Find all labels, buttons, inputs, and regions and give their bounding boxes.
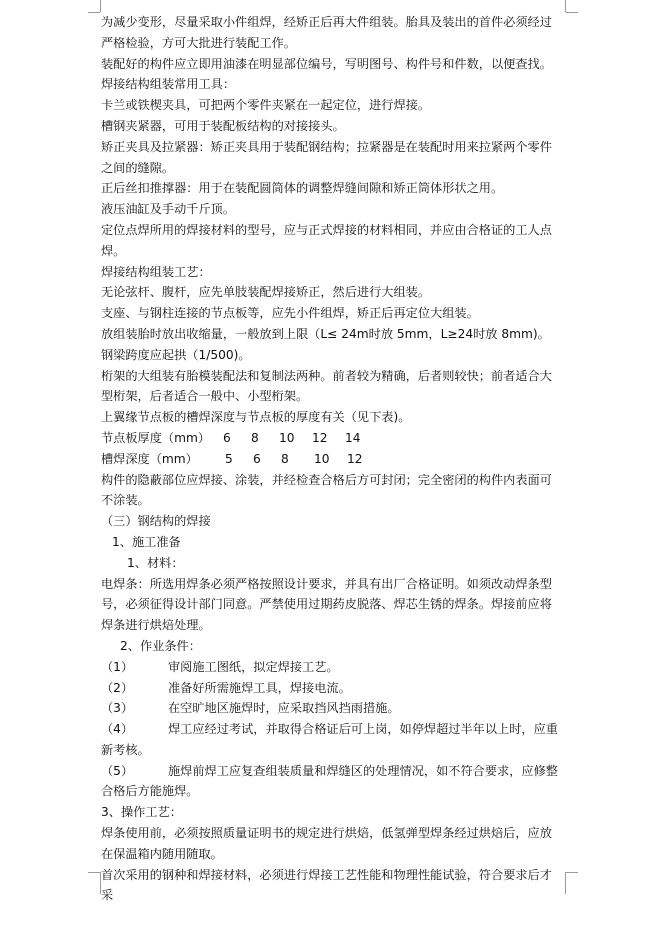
paragraph: 无论弦杆、腹杆，应先单肢装配焊接矫正，然后进行大组装。 [101, 285, 431, 300]
crop-mark-bottom-left-h [88, 872, 100, 873]
paragraph: 支座、与钢柱连接的节点板等，应先小件组焊，矫正后再定位大组装。 [101, 306, 479, 321]
list-item [101, 719, 561, 761]
paragraph: 上翼缘节点板的槽焊深度与节点板的厚度有关（见下表)。 [101, 410, 411, 425]
paragraph: 装配好的构件应立即用油漆在明显部位编号，写明图号、构件号和件数，以便查找。 [101, 56, 552, 71]
list-item [101, 657, 561, 678]
list-number: （5） [101, 763, 134, 778]
table-cell: 12 [312, 430, 328, 445]
list-text: 在空旷地区施焊时，应采取挡风挡雨措施。 [168, 701, 400, 716]
paragraph: 液压油缸及手动千斤顶。 [101, 202, 236, 217]
table-cell: 6 [223, 430, 231, 445]
table-cell: 6 [253, 451, 261, 466]
paragraph: 放组装胎时放出收缩量，一般放到上限（L≤ 24m时放 5mm，L≥24时放 8mm)。 [101, 326, 550, 341]
list-item [101, 678, 561, 699]
paragraph: 首次采用的钢种和焊接材料，必须进行焊接工艺性能和物理性能试验，符合要求后才采 [101, 867, 552, 903]
paragraph: 为减少变形，尽量采取小件组焊，经矫正后再大件组装。胎具及装出的首件必须经过严格检验，方可大批进行装配工作。 [101, 15, 552, 50]
table-cell: 8 [251, 430, 259, 445]
crop-mark-bottom-right-h [566, 872, 578, 873]
list-text: 审阅施工图纸，拟定焊接工艺。 [168, 659, 339, 674]
table-row-label: 节点板厚度（mm） [101, 430, 211, 445]
paragraph: 定位点焊所用的焊接材料的型号，应与正式焊接的材料相同，并应由合格证的工人点焊。 [101, 222, 552, 258]
paragraph: 焊接结构组装工艺： [101, 264, 211, 279]
list-item [101, 761, 561, 803]
table-row-slot-depth [101, 449, 561, 470]
crop-mark-bottom-right-v [565, 872, 566, 894]
paragraph: 卡兰或铁楔夹具，可把两个零件夹紧在一起定位，进行焊接。 [101, 98, 431, 113]
table-cell: 14 [345, 430, 361, 445]
crop-mark-top-right-h [566, 12, 578, 13]
paragraph: 槽钢夹紧器，可用于装配板结构的对接接头。 [101, 118, 345, 133]
section-heading: （三）钢结构的焊接 [101, 514, 211, 529]
crop-mark-top-left-h [88, 12, 100, 13]
subsection-heading: 3、操作工艺： [101, 805, 182, 820]
table-cell: 5 [225, 451, 233, 466]
list-text: 焊工应经过考试，并取得合格证后可上岗，如停焊超过半年以上时，应重新考核。 [101, 722, 558, 757]
paragraph: 构件的隐蔽部位应焊接、涂装，并经检查合格后方可封闭；完全密闭的构件内表面可不涂装。 [101, 472, 552, 508]
table-cell: 12 [347, 451, 363, 466]
list-number: （2） [101, 680, 134, 695]
paragraph: 正后丝扣推撑器：用于在装配圆筒体的调整焊缝间隙和矫正筒体形状之用。 [101, 181, 504, 196]
subsection-heading: 1、材料： [127, 555, 184, 570]
table-row-plate-thickness [101, 428, 561, 449]
list-text: 施焊前焊工应复查组装质量和焊缝区的处理情况，如不符合要求，应修整合格后方能施焊。 [101, 763, 558, 799]
subsection-heading: 2、作业条件： [120, 638, 201, 653]
crop-mark-top-left-v [100, 0, 101, 12]
crop-mark-top-right-v [565, 0, 566, 12]
paragraph: 电焊条：所选用焊条必须严格按照设计要求，并具有出厂合格证明。如须改动焊条型号，必须征得设计部门同意。严禁使用过期药皮脱落、焊芯生锈的焊条。焊接前应将焊条进行烘焙处理。 [101, 576, 552, 633]
list-item [101, 698, 561, 719]
list-number: （4） [101, 722, 134, 737]
paragraph: 焊条使用前，必须按照质量证明书的规定进行烘焙，低氢弹型焊条经过烘焙后，应放在保温箱内随用随取。 [101, 826, 552, 861]
document-body [101, 12, 561, 906]
list-number: （3） [101, 701, 134, 716]
table-row-label: 槽焊深度（mm） [101, 451, 198, 466]
table-cell: 10 [279, 430, 295, 445]
list-text: 准备好所需施焊工具，焊接电流。 [168, 680, 351, 695]
list-number: （1） [101, 659, 134, 674]
paragraph: 焊接结构组装常用工具： [101, 77, 236, 92]
table-cell: 10 [314, 451, 330, 466]
paragraph: 桁架的大组装有胎模装配法和复制法两种。前者较为精确，后者则较快；前者适合大型桁架，后者适合一般中、小型桁架。 [101, 368, 552, 404]
paragraph: 矫正夹具及拉紧器：矫正夹具用于装配钢结构；拉紧器是在装配时用来拉紧两个零件之间的缝隙。 [101, 139, 552, 175]
subsection-heading: 1、施工准备 [112, 534, 181, 549]
paragraph: 钢梁跨度应起拱（1/500)。 [101, 347, 251, 362]
table-cell: 8 [281, 451, 289, 466]
